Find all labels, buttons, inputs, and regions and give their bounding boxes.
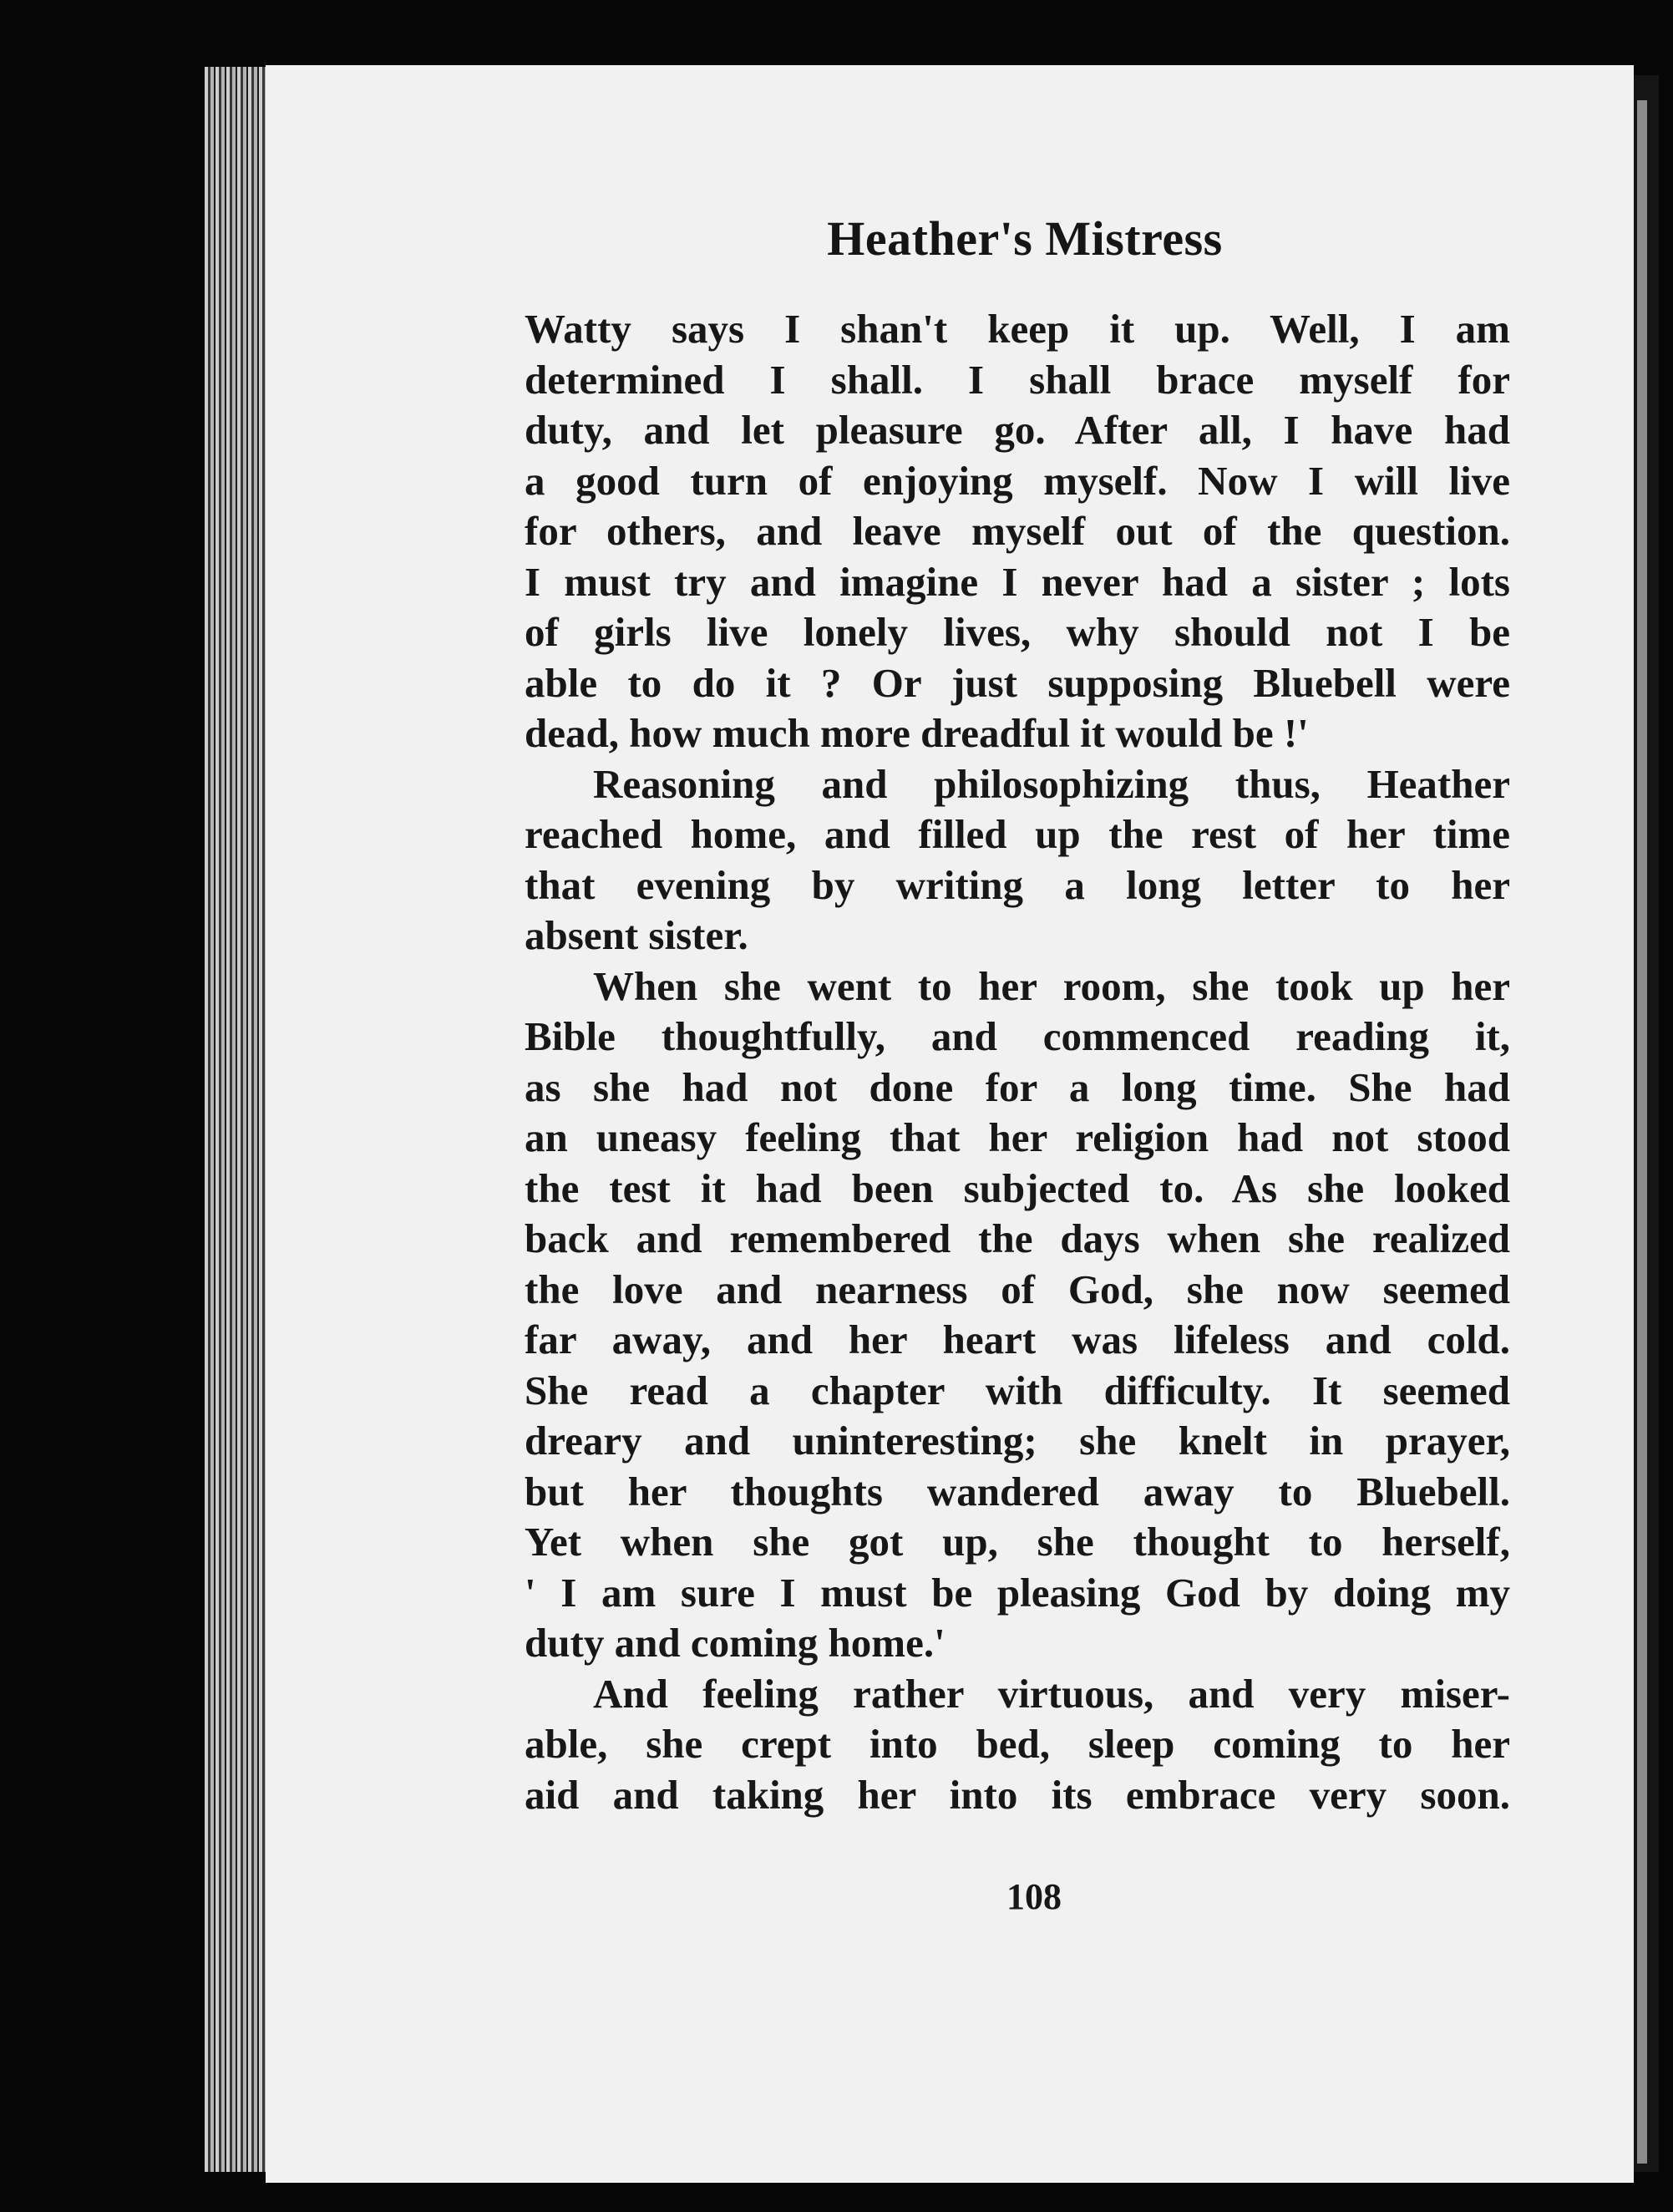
text-line: When she went to her room, she took up her — [593, 962, 1510, 1009]
text-line: dreary and uninteresting; she knelt in prayer, — [525, 1418, 1510, 1464]
text-line: duty and coming home.' — [525, 1620, 945, 1666]
text-line: And feeling rather virtuous, and very miser- — [593, 1670, 1510, 1717]
text-line: for others, and leave myself out of the question. — [525, 508, 1510, 554]
text-line: but her thoughts wandered away to Bluebell. — [525, 1468, 1510, 1514]
text-line: dead, how much more dreadful it would be !' — [525, 710, 1309, 756]
text-line: that evening by writing a long letter to her — [525, 861, 1510, 908]
text-line: Watty says I shan't keep it up. Well, I am — [525, 306, 1510, 352]
running-head: Heather's Mistress — [827, 211, 1223, 266]
text-line: Reasoning and philosophizing thus, Heather — [593, 760, 1510, 807]
text-line: duty, and let pleasure go. After all, I have had — [525, 407, 1510, 453]
text-line: absent sister. — [525, 912, 748, 958]
text-line: aid and taking her into its embrace very soon. — [525, 1771, 1510, 1818]
text-line: I must try and imagine I never had a sister ; lots — [525, 558, 1510, 605]
text-line: a good turn of enjoying myself. Now I will live — [525, 457, 1510, 504]
text-line: able to do it ? Or just supposing Bluebell were — [525, 659, 1510, 706]
text-line: Bible thoughtfully, and commenced reading it, — [525, 1013, 1510, 1059]
page-number: 108 — [1006, 1876, 1062, 1917]
text-line: the test it had been subjected to. As she looked — [525, 1164, 1510, 1211]
text-line: Yet when she got up, she thought to herself, — [525, 1519, 1510, 1565]
text-line: determined I shall. I shall brace myself for — [525, 356, 1510, 403]
text-line: She read a chapter with difficulty. It seemed — [525, 1367, 1510, 1413]
text-line: the love and nearness of God, she now seemed — [525, 1266, 1510, 1312]
text-line: of girls live lonely lives, why should not I be — [525, 609, 1510, 655]
facing-page-sliver — [1637, 100, 1647, 2164]
text-line: as she had not done for a long time. She had — [525, 1063, 1510, 1110]
book-spine-edge — [205, 67, 267, 2172]
text-line: back and remembered the days when she realized — [525, 1215, 1510, 1261]
text-line: an uneasy feeling that her religion had not stood — [525, 1114, 1510, 1160]
text-line: reached home, and filled up the rest of her time — [525, 811, 1510, 857]
text-line: ' I am sure I must be pleasing God by doing my — [525, 1569, 1510, 1616]
text-line: able, she crept into bed, sleep coming to her — [525, 1721, 1510, 1767]
text-line: far away, and her heart was lifeless and cold. — [525, 1317, 1510, 1362]
page-body-text — [525, 304, 1510, 1820]
